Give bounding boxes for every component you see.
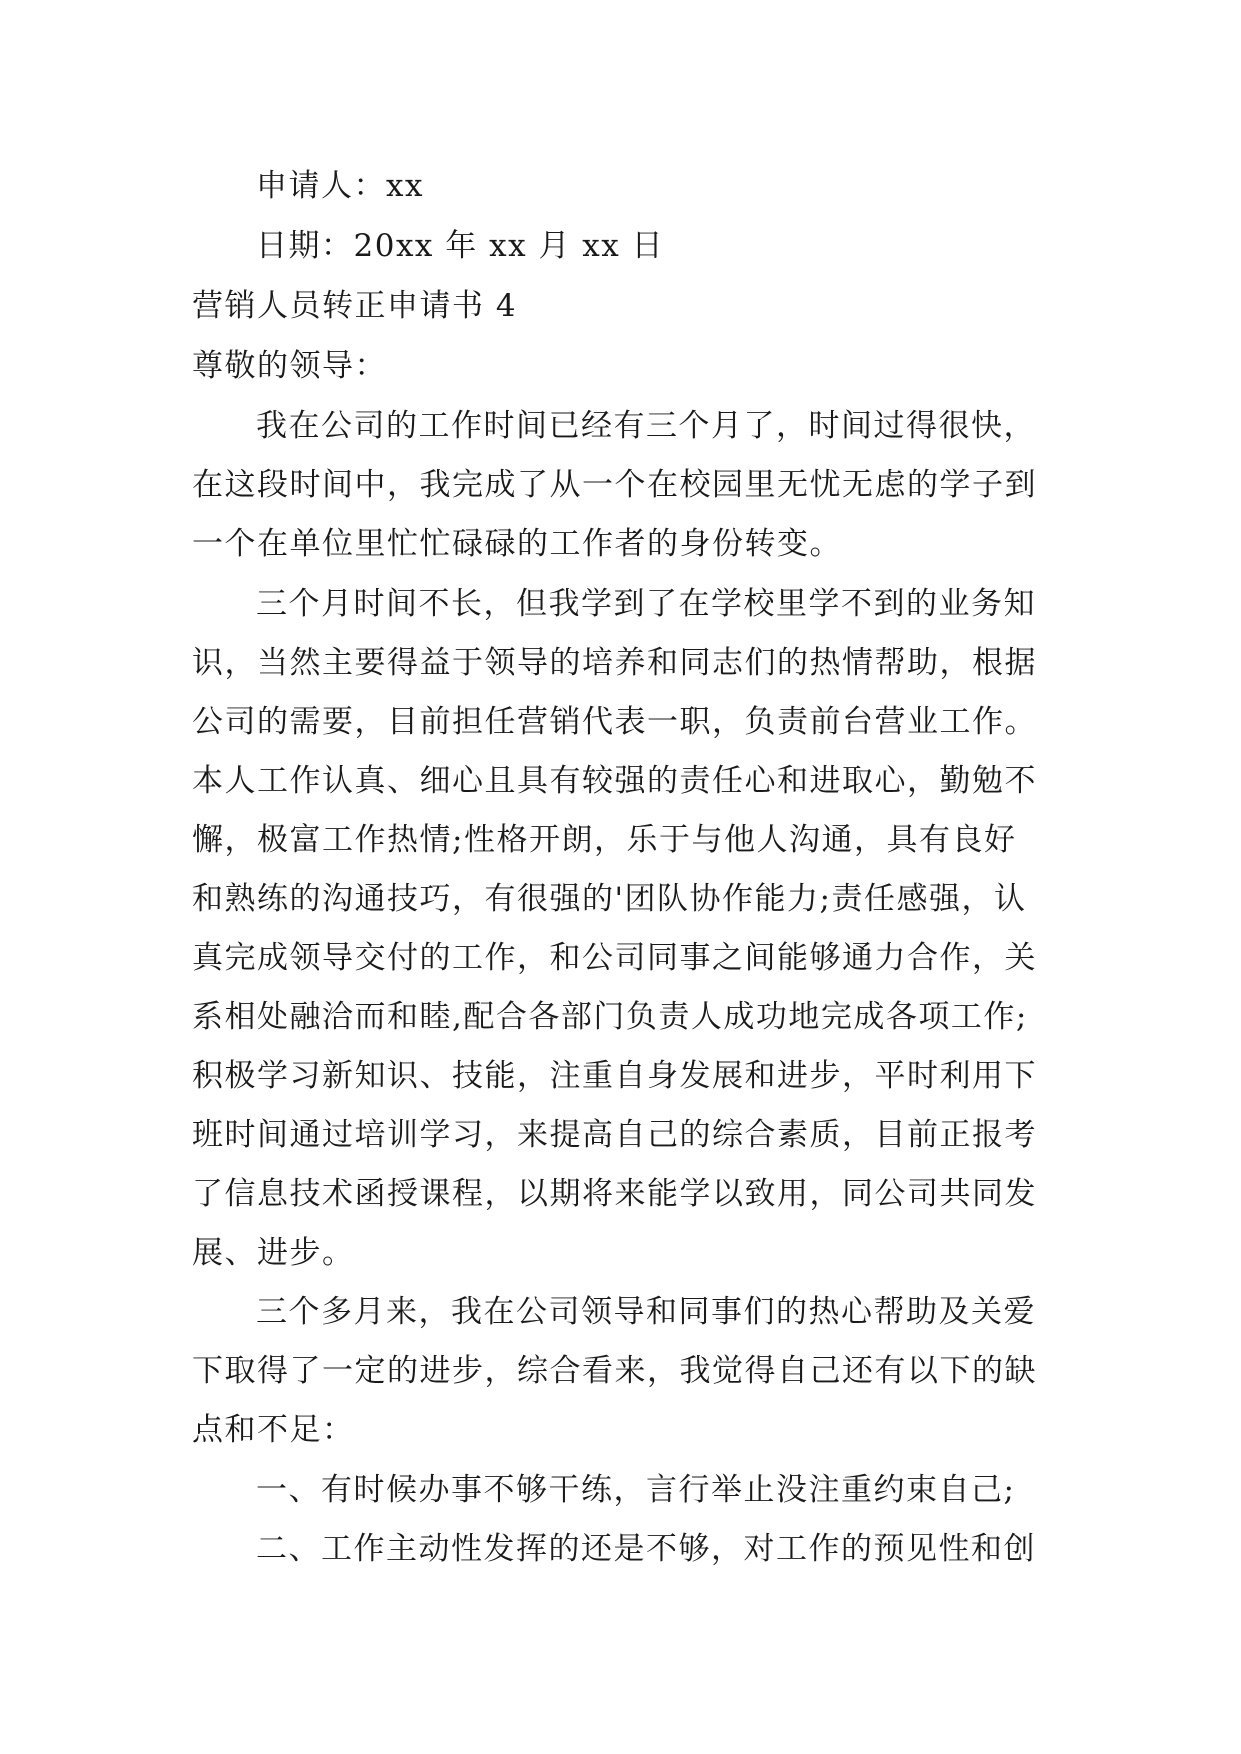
applicant-line: 申请人：xx	[256, 168, 424, 204]
paragraph-line: 了信息技术函授课程，以期将来能学以致用，同公司共同发	[192, 1176, 1037, 1212]
salutation: 尊敬的领导：	[192, 348, 387, 384]
document-title: 营销人员转正申请书 4	[192, 288, 518, 324]
paragraph-line: 点和不足：	[192, 1412, 355, 1448]
paragraph-line: 系相处融洽而和睦,配合各部门负责人成功地完成各项工作;	[192, 999, 1028, 1035]
paragraph-line: 真完成领导交付的工作，和公司同事之间能够通力合作，关	[192, 940, 1037, 976]
paragraph-line: 识，当然主要得益于领导的培养和同志们的热情帮助，根据	[192, 645, 1037, 681]
paragraph-line: 班时间通过培训学习，来提高自己的综合素质，目前正报考	[192, 1117, 1037, 1153]
list-item: 一、有时候办事不够干练，言行举止没注重约束自己;	[256, 1472, 1016, 1508]
paragraph-line: 我在公司的工作时间已经有三个月了，时间过得很快，	[256, 408, 1036, 444]
paragraph-line: 展、进步。	[192, 1235, 355, 1271]
paragraph-line: 三个月时间不长，但我学到了在学校里学不到的业务知	[256, 586, 1036, 622]
paragraph-line: 积极学习新知识、技能，注重自身发展和进步，平时利用下	[192, 1058, 1037, 1094]
paragraph-line: 懈，极富工作热情;性格开朗，乐于与他人沟通，具有良好	[192, 822, 1017, 858]
paragraph-line: 一个在单位里忙忙碌碌的工作者的身份转变。	[192, 526, 842, 562]
paragraph-line: 下取得了一定的进步，综合看来，我觉得自己还有以下的缺	[192, 1353, 1037, 1389]
date-line: 日期：20xx 年 xx 月 xx 日	[256, 228, 665, 264]
paragraph-line: 本人工作认真、细心且具有较强的责任心和进取心，勤勉不	[192, 763, 1037, 799]
paragraph-line: 公司的需要，目前担任营销代表一职，负责前台营业工作。	[192, 704, 1037, 740]
list-item: 二、工作主动性发挥的还是不够，对工作的预见性和创	[256, 1531, 1036, 1567]
paragraph-line: 在这段时间中，我完成了从一个在校园里无忧无虑的学子到	[192, 467, 1037, 503]
paragraph-line: 和熟练的沟通技巧，有很强的'团队协作能力;责任感强，认	[192, 881, 1027, 917]
paragraph-line: 三个多月来，我在公司领导和同事们的热心帮助及关爱	[256, 1294, 1036, 1330]
